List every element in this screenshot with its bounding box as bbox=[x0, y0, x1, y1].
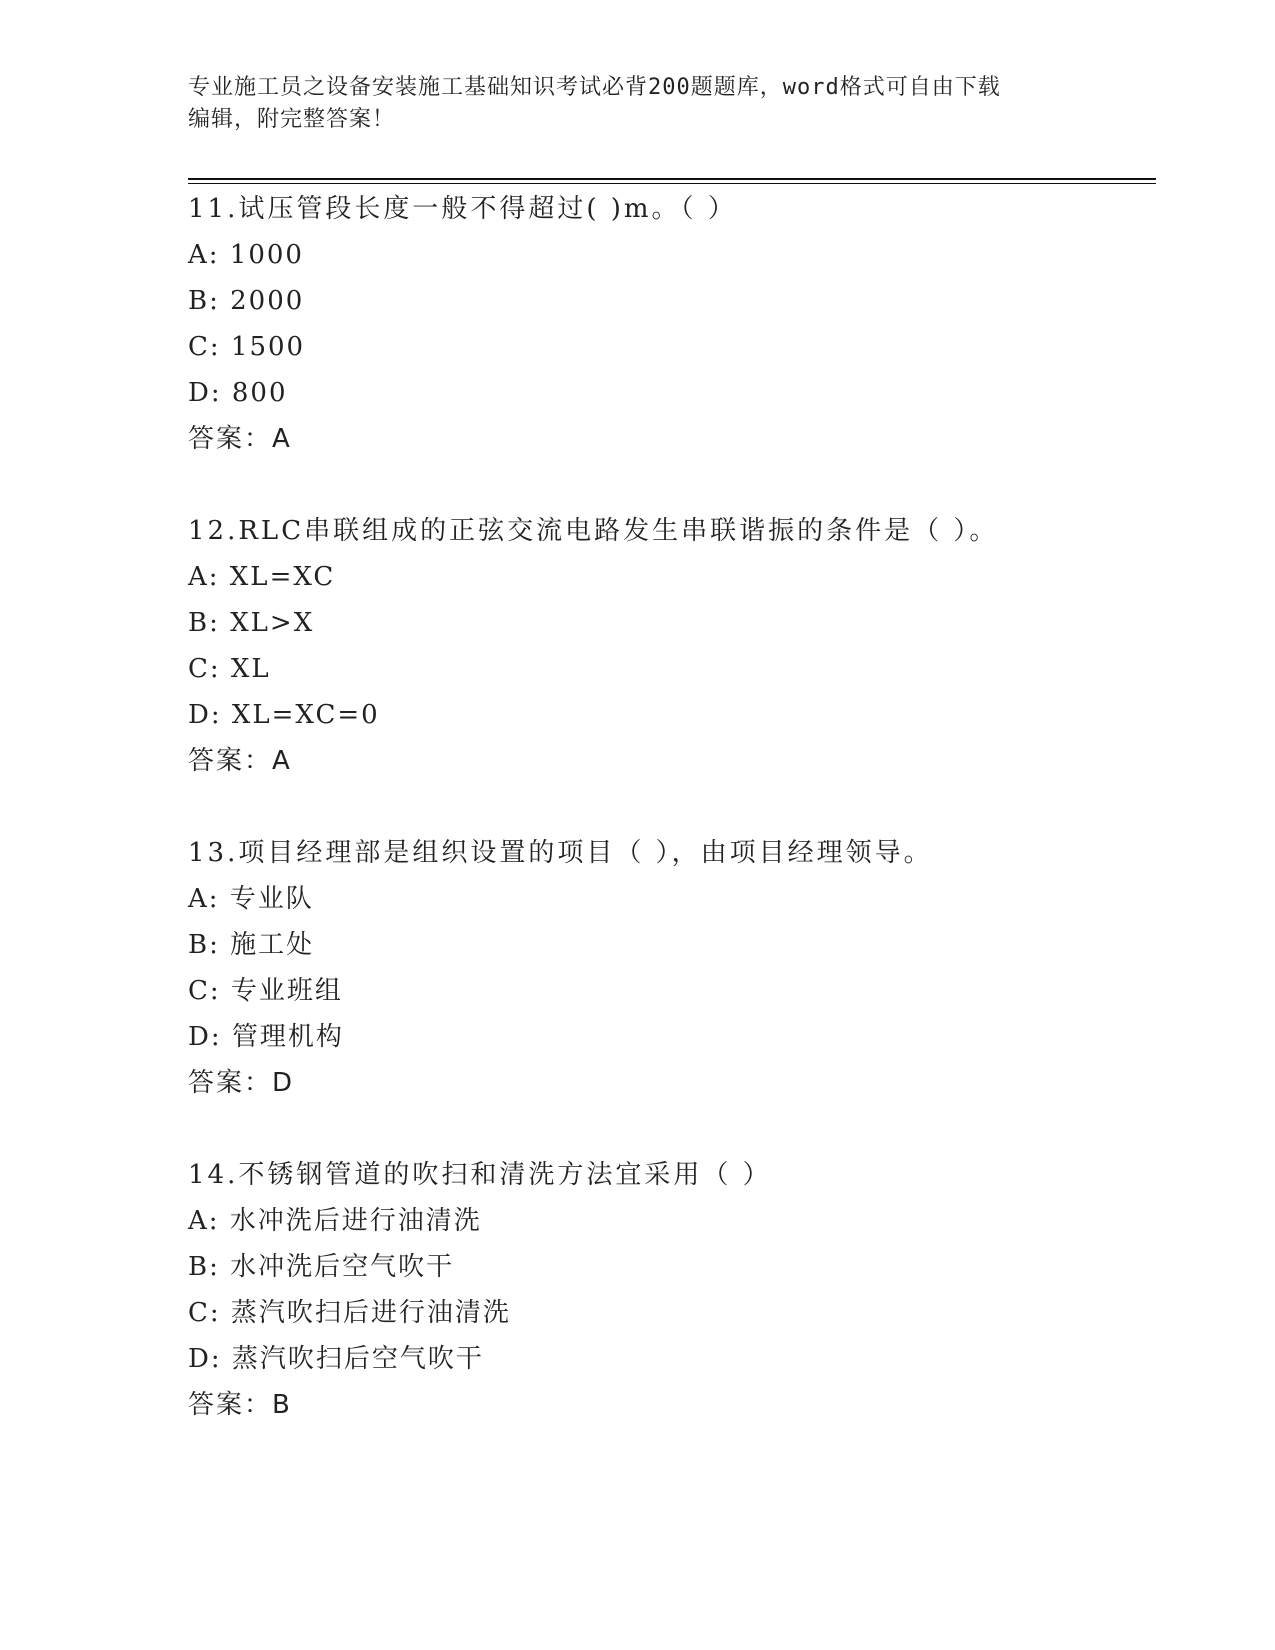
option-c: C: 1500 bbox=[188, 332, 306, 362]
option-b: B: 2000 bbox=[188, 286, 305, 316]
option-d: D: XL=XC=0 bbox=[188, 700, 380, 730]
option-a: A: 水冲洗后进行油清洗 bbox=[188, 1206, 482, 1236]
option-d: D: 蒸汽吹扫后空气吹干 bbox=[188, 1344, 484, 1374]
answer: 答案：A bbox=[188, 424, 292, 454]
answer: 答案：A bbox=[188, 746, 292, 776]
option-b: B: 水冲洗后空气吹干 bbox=[188, 1252, 455, 1282]
header-divider-thick bbox=[188, 178, 1156, 180]
option-b: B: 施工处 bbox=[188, 930, 315, 960]
header-line-2: 编辑，附完整答案！ bbox=[188, 107, 396, 132]
answer: 答案：D bbox=[188, 1068, 295, 1098]
question-12 bbox=[188, 508, 1156, 784]
option-b: B: XL>X bbox=[188, 608, 315, 638]
question-stem: 14.不锈钢管道的吹扫和清洗方法宜采用（ ） bbox=[188, 1160, 772, 1190]
question-stem: 13.项目经理部是组织设置的项目（ ），由项目经理领导。 bbox=[188, 838, 933, 868]
option-d: D: 管理机构 bbox=[188, 1022, 344, 1052]
question-stem: 11.试压管段长度一般不得超过( )m。（ ） bbox=[188, 194, 737, 224]
option-c: C: XL bbox=[188, 654, 271, 684]
answer: 答案：B bbox=[188, 1390, 292, 1420]
option-a: A: 1000 bbox=[188, 240, 304, 270]
option-a: A: XL=XC bbox=[188, 562, 336, 592]
document-header bbox=[188, 72, 1088, 136]
option-c: C: 蒸汽吹扫后进行油清洗 bbox=[188, 1298, 511, 1328]
question-stem: 12.RLC串联组成的正弦交流电路发生串联谐振的条件是（ ）。 bbox=[188, 516, 999, 546]
question-13 bbox=[188, 830, 1156, 1106]
option-c: C: 专业班组 bbox=[188, 976, 343, 1006]
question-11 bbox=[188, 186, 1156, 462]
header-divider-thin bbox=[188, 183, 1156, 184]
option-a: A: 专业队 bbox=[188, 884, 314, 914]
question-14 bbox=[188, 1152, 1156, 1428]
header-line-1: 专业施工员之设备安装施工基础知识考试必背200题题库，word格式可自由下载 bbox=[188, 75, 1001, 100]
option-d: D: 800 bbox=[188, 378, 288, 408]
